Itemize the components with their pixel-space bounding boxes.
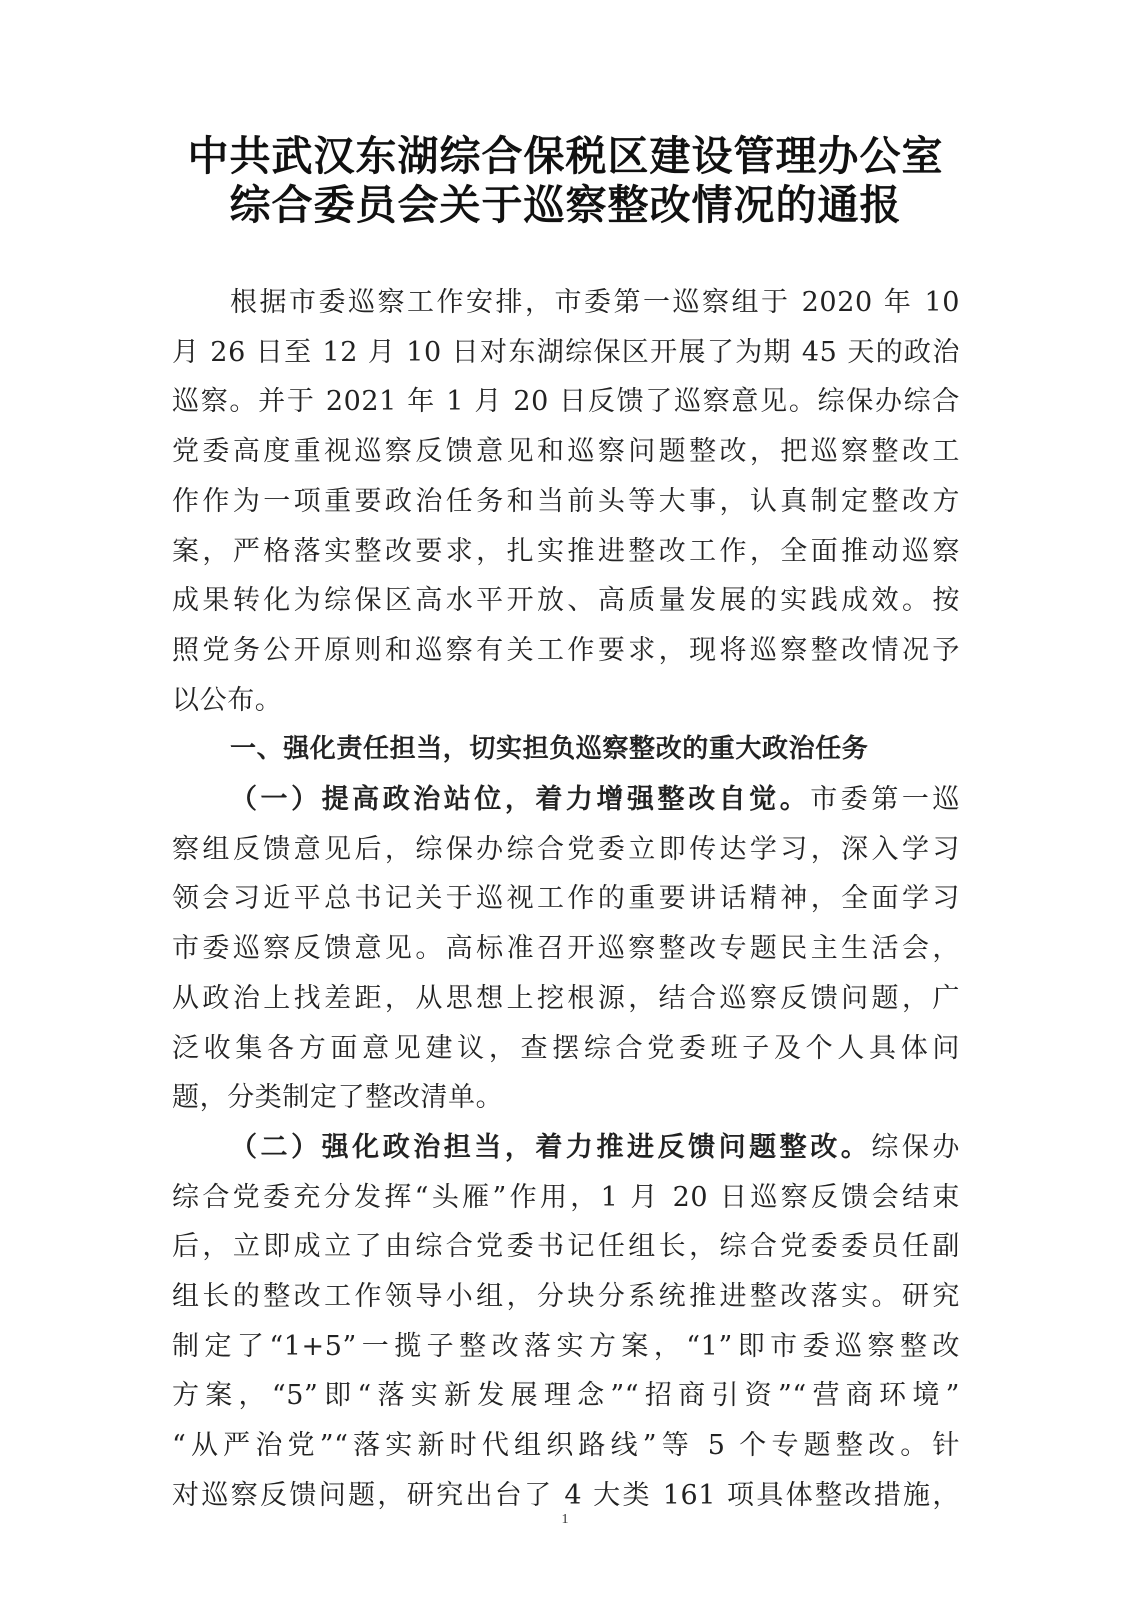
paragraph-line: 组长的整改工作领导小组，分块分系统推进整改落实。研究 <box>172 1281 960 1313</box>
sub-paragraph-lead: （一）提高政治站位，着力增强整改自觉。 <box>230 784 811 816</box>
paragraph-line: 综合党委充分发挥“头雁”作用，1 月 20 日巡察反馈会结束 <box>172 1181 960 1213</box>
paragraph-line: 党委高度重视巡察反馈意见和巡察问题整改，把巡察整改工 <box>172 436 960 468</box>
title-line-2: 综合委员会关于巡察整改情况的通报 <box>229 181 902 229</box>
paragraph-line: 题，分类制定了整改清单。 <box>172 1082 504 1114</box>
paragraph-line: 成果转化为综保区高水平开放、高质量发展的实践成效。按 <box>172 585 960 617</box>
paragraph-line: 月 26 日至 12 月 10 日对东湖综保区开展了为期 45 天的政治 <box>172 336 960 368</box>
paragraph-line <box>172 775 960 825</box>
paragraph-line: 制定了“1+5”一揽子整改落实方案，“1”即市委巡察整改 <box>172 1330 960 1362</box>
paragraph-line: 泛收集各方面意见建议，查摆综合党委班子及个人具体问 <box>172 1032 960 1064</box>
document-title <box>120 132 1011 230</box>
paragraph-line: 察组反馈意见后，综保办综合党委立即传达学习，深入学习 <box>172 833 960 865</box>
sub-paragraph-first-rest: 综保办 <box>871 1131 960 1163</box>
paragraph-line: 作作为一项重要政治任务和当前头等大事，认真制定整改方 <box>172 485 960 517</box>
paragraph-line: “从严治党”“落实新时代组织路线”等 5 个专题整改。针 <box>172 1430 960 1462</box>
document-body <box>172 278 960 1521</box>
paragraph-line: 案，严格落实整改要求，扎实推进整改工作，全面推动巡察 <box>172 535 960 567</box>
paragraph-line: 照党务公开原则和巡察有关工作要求，现将巡察整改情况予 <box>172 634 960 666</box>
paragraph-line: 方案，“5”即“落实新发展理念”“招商引资”“营商环境” <box>172 1380 960 1412</box>
intro-paragraph <box>172 278 960 725</box>
paragraph-line: 市委巡察反馈意见。高标准召开巡察整改专题民主生活会， <box>172 933 960 965</box>
paragraph-line: 从政治上找差距，从思想上挖根源，结合巡察反馈问题，广 <box>172 982 960 1014</box>
paragraph-line: 巡察。并于 2021 年 1 月 20 日反馈了巡察意见。综保办综合 <box>172 386 960 418</box>
paragraph-line: 根据市委巡察工作安排，市委第一巡察组于 2020 年 10 <box>230 287 960 318</box>
title-line-1: 中共武汉东湖综合保税区建设管理办公室 <box>187 132 944 180</box>
paragraph-line <box>172 1123 960 1173</box>
sub-paragraph-lead: （二）强化政治担当，着力推进反馈问题整改。 <box>230 1131 872 1163</box>
sub-paragraph-1 <box>172 775 960 1123</box>
page-number: 1 <box>561 1512 569 1527</box>
paragraph-line: 后，立即成立了由综合党委书记任组长，综合党委委员任副 <box>172 1231 960 1263</box>
sub-paragraph-2 <box>172 1123 960 1521</box>
paragraph-line: 领会习近平总书记关于巡视工作的重要讲话精神，全面学习 <box>172 883 960 915</box>
sub-paragraph-first-rest: 市委第一巡 <box>810 784 961 816</box>
paragraph-line: 以公布。 <box>172 684 283 716</box>
section-heading: 一、强化责任担当，切实担负巡察整改的重大政治任务 <box>230 734 869 765</box>
paragraph-line: 对巡察反馈问题，研究出台了 4 大类 161 项具体整改措施， <box>172 1479 960 1511</box>
